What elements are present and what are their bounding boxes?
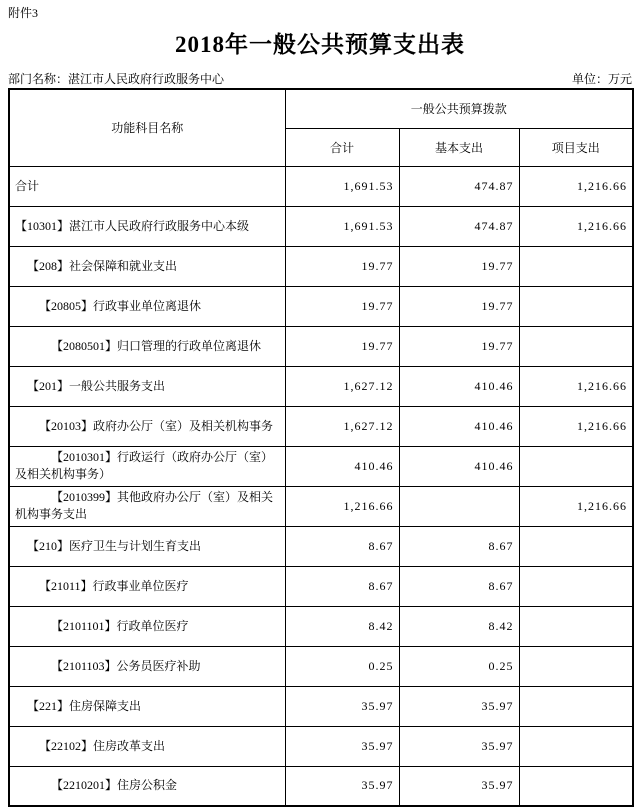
table-row [9, 166, 633, 206]
table-row [9, 606, 633, 646]
row-project-value [519, 606, 633, 646]
row-total-value: 8.67 [285, 566, 399, 606]
table-row [9, 366, 633, 406]
row-basic-value [399, 486, 519, 526]
row-project-value [519, 526, 633, 566]
table-row [9, 686, 633, 726]
table-row [9, 286, 633, 326]
row-total-value: 410.46 [285, 446, 399, 486]
row-project-value [519, 726, 633, 766]
row-subject-name: 【2080501】归口管理的行政单位离退休 [9, 326, 285, 366]
table-row [9, 206, 633, 246]
meta-row [8, 70, 632, 86]
row-project-value [519, 566, 633, 606]
row-subject-name: 【10301】湛江市人民政府行政服务中心本级 [9, 206, 285, 246]
row-total-value: 1,627.12 [285, 406, 399, 446]
unit-label: 单位：万元 [571, 72, 632, 86]
row-subject-name: 【201】一般公共服务支出 [9, 366, 285, 406]
row-subject-name: 【20805】行政事业单位离退休 [9, 286, 285, 326]
row-subject-name: 合计 [9, 166, 285, 206]
row-basic-value: 410.46 [399, 446, 519, 486]
row-project-value [519, 686, 633, 726]
row-basic-value: 0.25 [399, 646, 519, 686]
row-subject-name: 【210】医疗卫生与计划生育支出 [9, 526, 285, 566]
row-basic-value: 8.67 [399, 566, 519, 606]
table-row [9, 326, 633, 366]
row-basic-value: 35.97 [399, 726, 519, 766]
row-basic-value: 35.97 [399, 686, 519, 726]
row-total-value: 19.77 [285, 286, 399, 326]
row-basic-value: 474.87 [399, 166, 519, 206]
row-basic-value: 35.97 [399, 766, 519, 806]
row-total-value: 19.77 [285, 326, 399, 366]
table-row [9, 566, 633, 606]
header-col-project: 项目支出 [519, 128, 633, 166]
row-total-value: 35.97 [285, 686, 399, 726]
department-name-label: 部门名称：湛江市人民政府行政服务中心 [8, 72, 225, 86]
table-row [9, 646, 633, 686]
row-project-value [519, 766, 633, 806]
table-body [9, 166, 633, 806]
row-project-value: 1,216.66 [519, 206, 633, 246]
attachment-label: 附件3 [8, 6, 39, 20]
header-row-group [9, 89, 633, 128]
row-basic-value: 474.87 [399, 206, 519, 246]
row-total-value: 8.42 [285, 606, 399, 646]
table-row [9, 766, 633, 806]
row-total-value: 19.77 [285, 246, 399, 286]
row-total-value: 1,691.53 [285, 206, 399, 246]
row-basic-value: 8.42 [399, 606, 519, 646]
table-row [9, 446, 633, 486]
table-row [9, 526, 633, 566]
row-total-value: 8.67 [285, 526, 399, 566]
header-group-appropriation: 一般公共预算拨款 [285, 89, 633, 128]
row-basic-value: 410.46 [399, 366, 519, 406]
row-subject-name: 【2010399】其他政府办公厅（室）及相关机构事务支出 [9, 486, 285, 526]
row-total-value: 0.25 [285, 646, 399, 686]
row-project-value: 1,216.66 [519, 366, 633, 406]
row-basic-value: 19.77 [399, 286, 519, 326]
row-project-value: 1,216.66 [519, 486, 633, 526]
row-total-value: 35.97 [285, 726, 399, 766]
row-subject-name: 【208】社会保障和就业支出 [9, 246, 285, 286]
row-total-value: 1,691.53 [285, 166, 399, 206]
table-row [9, 486, 633, 526]
row-basic-value: 19.77 [399, 326, 519, 366]
page-title: 2018年一般公共预算支出表 [175, 32, 465, 57]
row-project-value [519, 326, 633, 366]
table-row [9, 246, 633, 286]
row-project-value: 1,216.66 [519, 166, 633, 206]
row-subject-name: 【20103】政府办公厅（室）及相关机构事务 [9, 406, 285, 446]
row-basic-value: 19.77 [399, 246, 519, 286]
row-project-value [519, 646, 633, 686]
header-col-total: 合计 [285, 128, 399, 166]
row-basic-value: 8.67 [399, 526, 519, 566]
row-total-value: 35.97 [285, 766, 399, 806]
table-row [9, 406, 633, 446]
row-subject-name: 【2210201】住房公积金 [9, 766, 285, 806]
budget-table [8, 88, 634, 807]
row-subject-name: 【2101103】公务员医疗补助 [9, 646, 285, 686]
row-project-value [519, 446, 633, 486]
row-basic-value: 410.46 [399, 406, 519, 446]
header-function-subject: 功能科目名称 [9, 89, 285, 166]
row-total-value: 1,216.66 [285, 486, 399, 526]
row-total-value: 1,627.12 [285, 366, 399, 406]
table-row [9, 726, 633, 766]
row-subject-name: 【2010301】行政运行（政府办公厅（室）及相关机构事务） [9, 446, 285, 486]
row-project-value [519, 286, 633, 326]
row-project-value: 1,216.66 [519, 406, 633, 446]
row-subject-name: 【21011】行政事业单位医疗 [9, 566, 285, 606]
row-subject-name: 【2101101】行政单位医疗 [9, 606, 285, 646]
header-col-basic: 基本支出 [399, 128, 519, 166]
row-subject-name: 【22102】住房改革支出 [9, 726, 285, 766]
row-project-value [519, 246, 633, 286]
row-subject-name: 【221】住房保障支出 [9, 686, 285, 726]
